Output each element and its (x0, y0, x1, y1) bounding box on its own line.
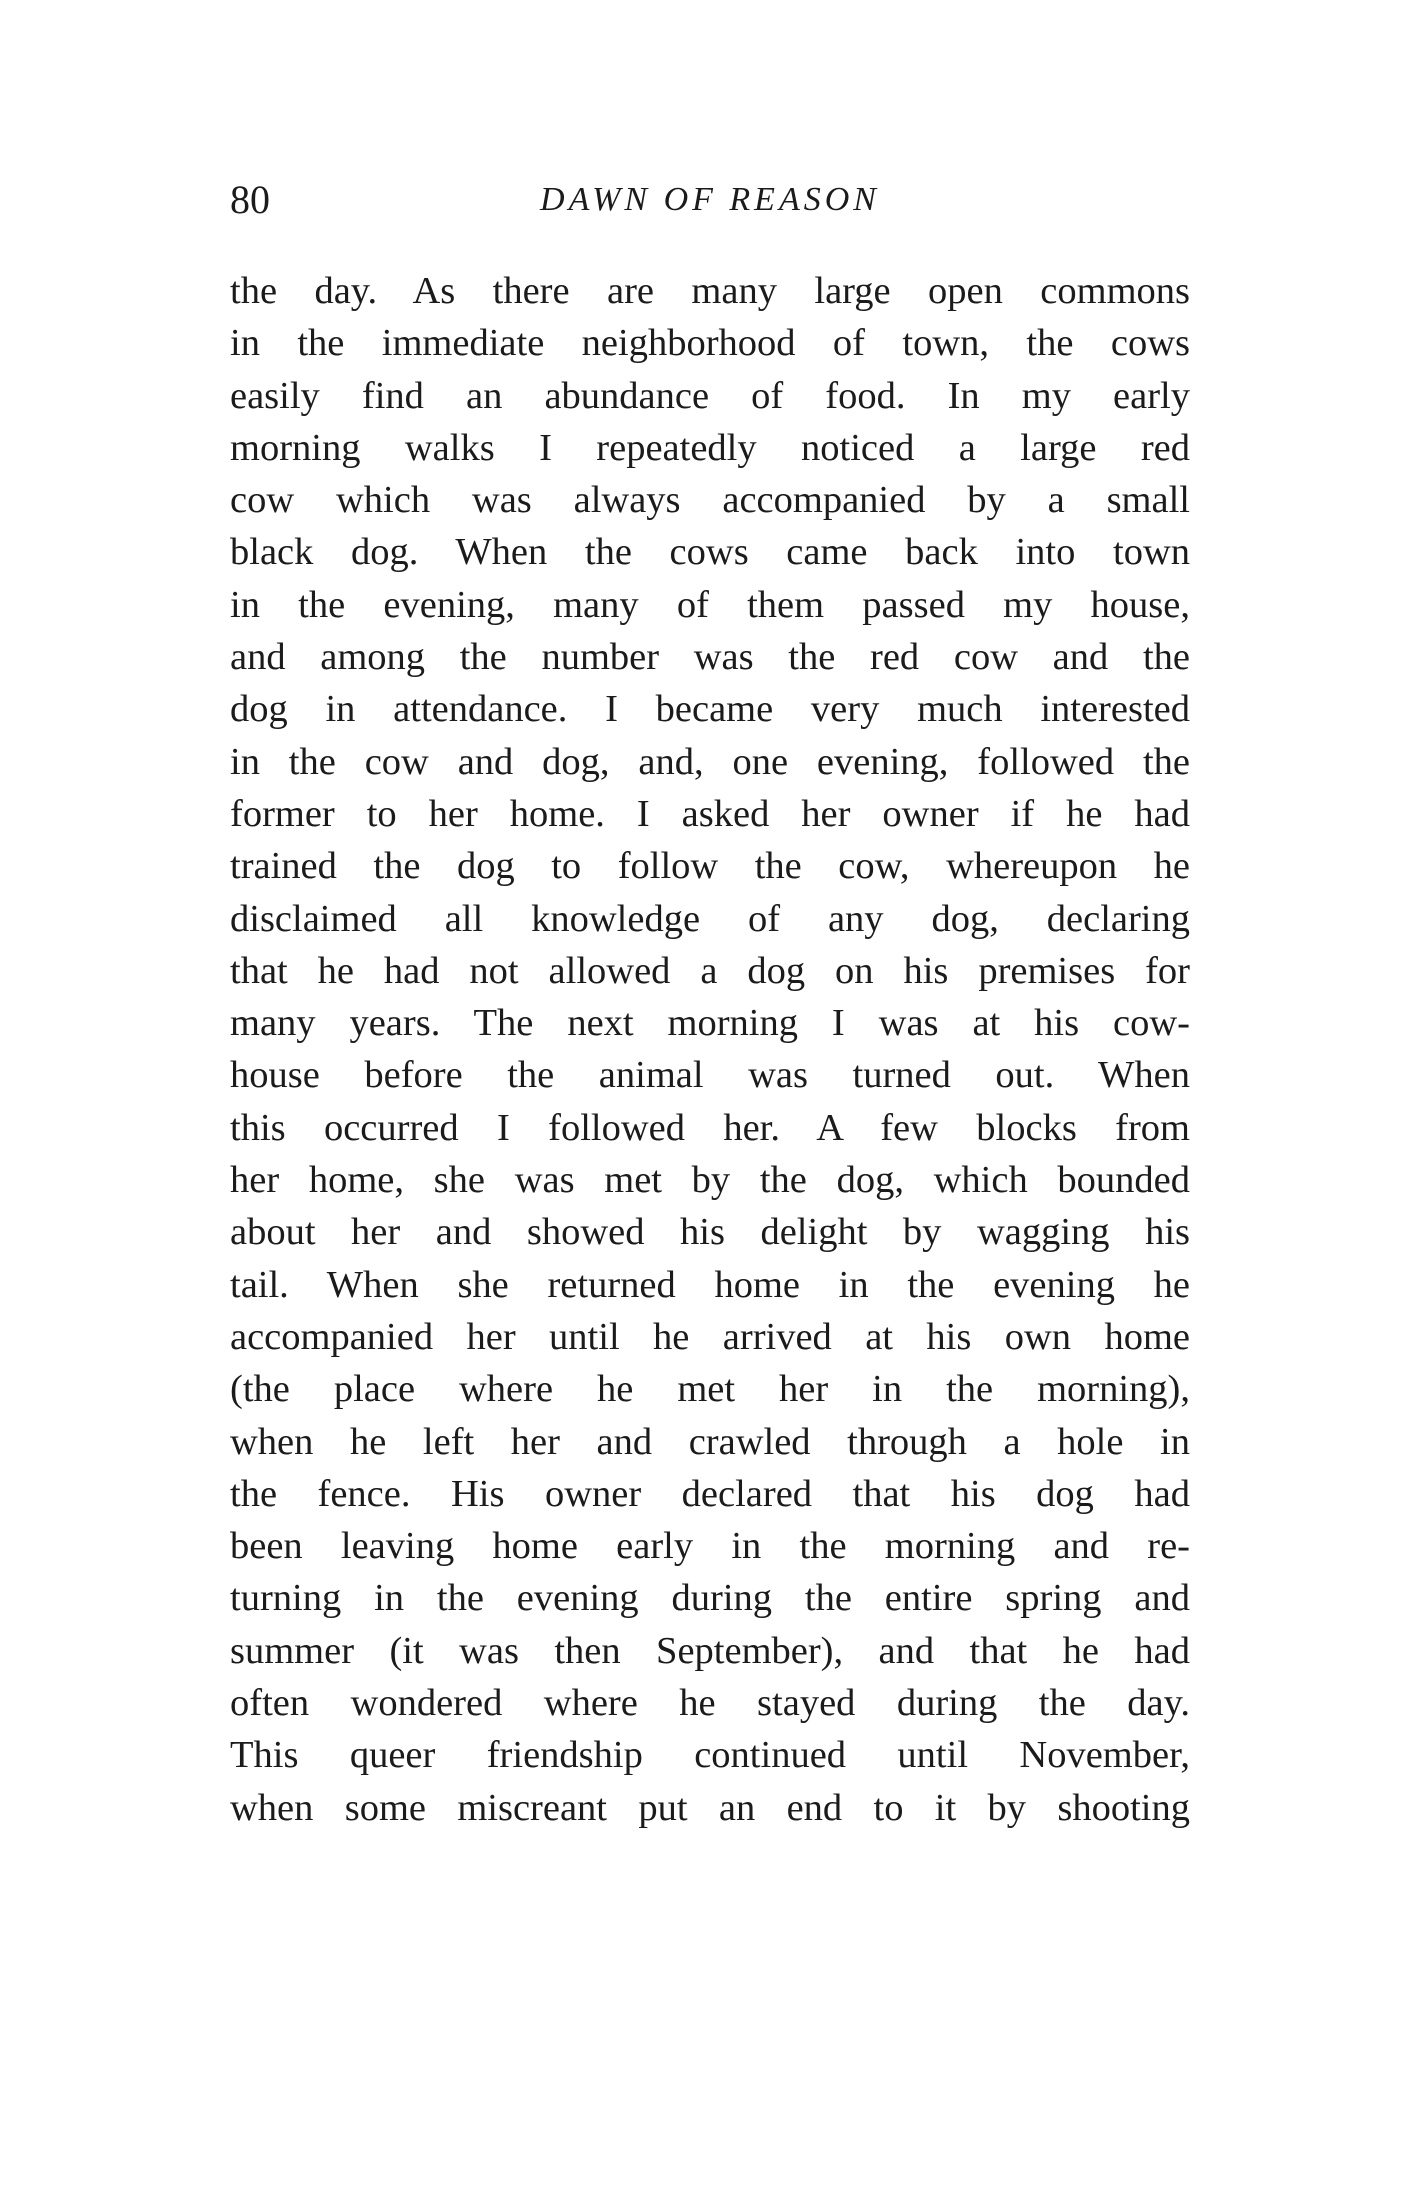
text-line: and among the number was the red cow and the (230, 636, 1190, 679)
text-line: (the place where he met her in the morning), (230, 1368, 1190, 1411)
text-line: many years. The next morning I was at his cow- (230, 1002, 1190, 1045)
text-line: house before the animal was turned out. When (230, 1054, 1190, 1097)
text-line: when he left her and crawled through a hole in (230, 1420, 1190, 1463)
text-line: summer (it was then September), and that he had (230, 1629, 1190, 1672)
text-line: been leaving home early in the morning and re- (230, 1525, 1190, 1568)
text-line: disclaimed all knowledge of any dog, declaring (230, 897, 1190, 940)
text-line: cow which was always accompanied by a small (230, 479, 1190, 522)
text-line: when some miscreant put an end to it by shooting (230, 1786, 1190, 1829)
text-line: in the cow and dog, and, one evening, followed the (230, 740, 1190, 783)
text-line: about her and showed his delight by wagging his (230, 1211, 1190, 1254)
text-line: trained the dog to follow the cow, whereupon he (230, 845, 1190, 888)
text-line: This queer friendship continued until November, (230, 1734, 1190, 1777)
text-line: the fence. His owner declared that his dog had (230, 1472, 1190, 1515)
text-line: her home, she was met by the dog, which bounded (230, 1159, 1190, 1202)
running-title: DAWN OF REASON (540, 181, 880, 218)
text-line: black dog. When the cows came back into town (230, 531, 1190, 574)
text-line: former to her home. I asked her owner if he had (230, 792, 1190, 835)
text-line: in the evening, many of them passed my house, (230, 583, 1190, 626)
body-text (230, 265, 1190, 1834)
text-line: easily find an abundance of food. In my early (230, 374, 1190, 417)
page-header (230, 170, 1190, 230)
text-line: in the immediate neighborhood of town, the cows (230, 322, 1190, 365)
text-line: dog in attendance. I became very much interested (230, 688, 1190, 731)
text-line: turning in the evening during the entire spring and (230, 1577, 1190, 1620)
text-line: the day. As there are many large open commons (230, 270, 1190, 312)
text-line: tail. When she returned home in the evening he (230, 1263, 1190, 1306)
text-line: this occurred I followed her. A few blocks from (230, 1106, 1190, 1149)
page-number: 80 (230, 177, 270, 222)
text-line: often wondered where he stayed during the day. (230, 1682, 1190, 1725)
text-line: accompanied her until he arrived at his own home (230, 1315, 1190, 1358)
text-line: that he had not allowed a dog on his premises for (230, 949, 1190, 992)
text-line: morning walks I repeatedly noticed a large red (230, 426, 1190, 469)
